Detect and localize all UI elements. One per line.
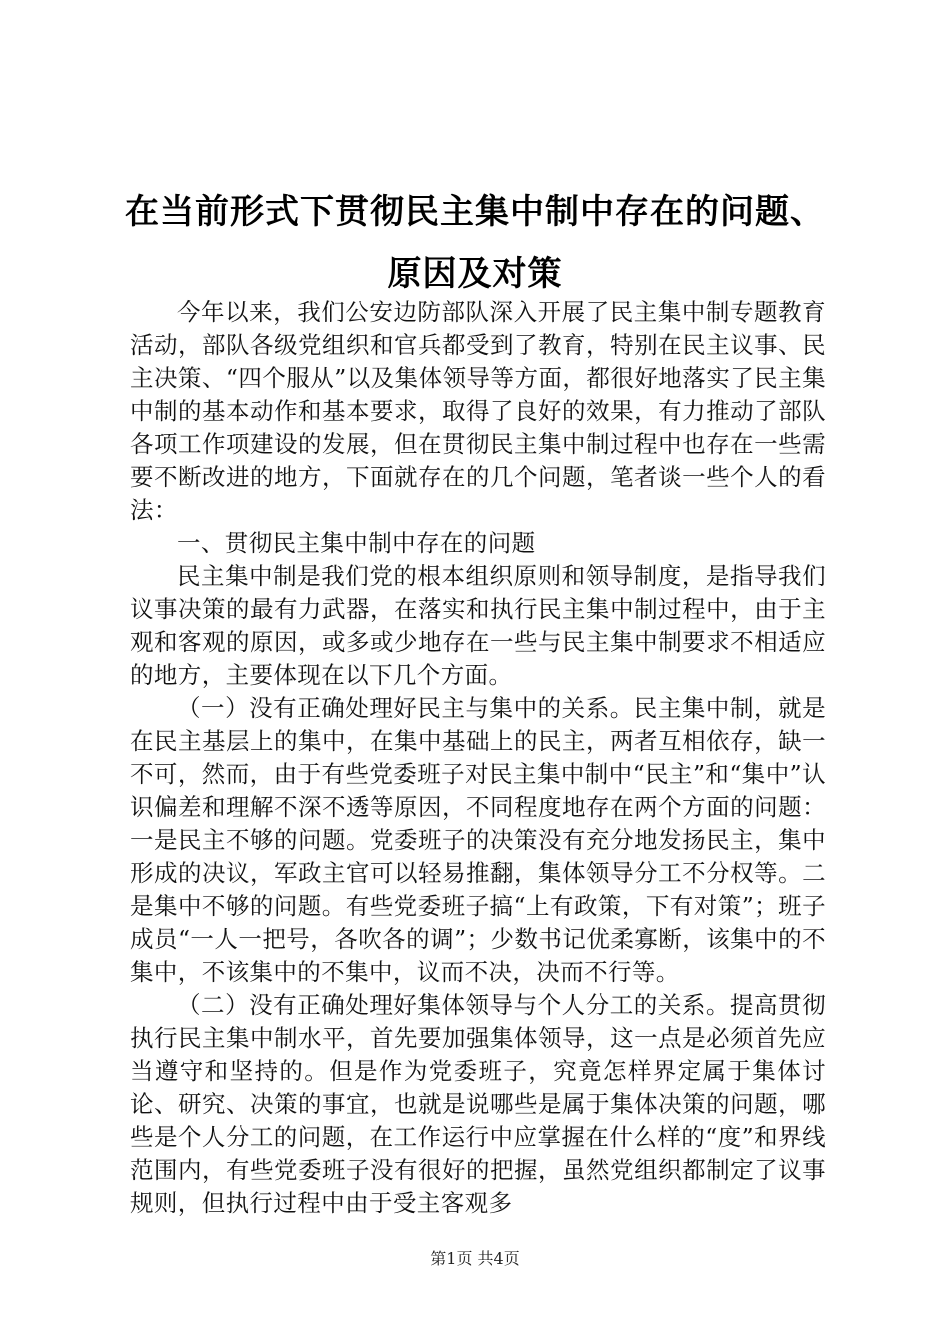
paragraph-issue-2: （二）没有正确处理好集体领导与个人分工的关系。提高贯彻执行民主集中制水平，首先要加强集体领导，这一点是必须首先应当遵守和坚持的。但是作为党委班子，究竟怎样界定属于集体讨论、研究、决策的事宜，也就是说哪些是属于集体决策的问题，哪些是个人分工的问题，在工作运行中应掌握在什么样的“度”和界线范围内，有些党委班子没有很好的把握，虽然党组织都制定了议事规则，但执行过程中由于受主客观多	[130, 991, 826, 1217]
document-title-line-2: 原因及对策	[387, 254, 563, 294]
section-heading-1: 一、贯彻民主集中制中存在的问题	[177, 529, 536, 557]
page-number-footer: 第1页 共4页	[430, 1249, 520, 1268]
paragraph-intro: 今年以来，我们公安边防部队深入开展了民主集中制专题教育活动，部队各级党组织和官兵都受到了教育，特别在民主议事、民主决策、“四个服从”以及集体领导等方面，都很好地落实了民主集中制的基本动作和基本要求，取得了良好的效果，有力推动了部队各项工作项建设的发展，但在贯彻民主集中制过程中也存在一些需要不断改进的地方，下面就存在的几个问题，笔者谈一些个人的看法：	[130, 298, 826, 524]
document-body	[130, 296, 826, 1220]
document-title-line-1: 在当前形式下贯彻民主集中制中存在的问题、	[125, 192, 825, 232]
paragraph-overview: 民主集中制是我们党的根本组织原则和领导制度，是指导我们议事决策的最有力武器，在落实和执行民主集中制过程中，由于主观和客观的原因，或多或少地存在一些与民主集中制要求不相适应的地方，主要体现在以下几个方面。	[130, 562, 826, 689]
paragraph-issue-1: （一）没有正确处理好民主与集中的关系。民主集中制，就是在民主基层上的集中，在集中基础上的民主，两者互相依存，缺一不可，然而，由于有些党委班子对民主集中制中“民主”和“集中”认识偏差和理解不深不透等原因，不同程度地存在两个方面的问题：一是民主不够的问题。党委班子的决策没有充分地发扬民主，集中形成的决议，军政主官可以轻易推翻，集体领导分工不分权等。二是集中不够的问题。有些党委班子搞“上有政策，下有对策”；班子成员“一人一把号，各吹各的调”；少数书记优柔寡断，该集中的不集中，不该集中的不集中，议而不决，决而不行等。	[130, 694, 826, 986]
